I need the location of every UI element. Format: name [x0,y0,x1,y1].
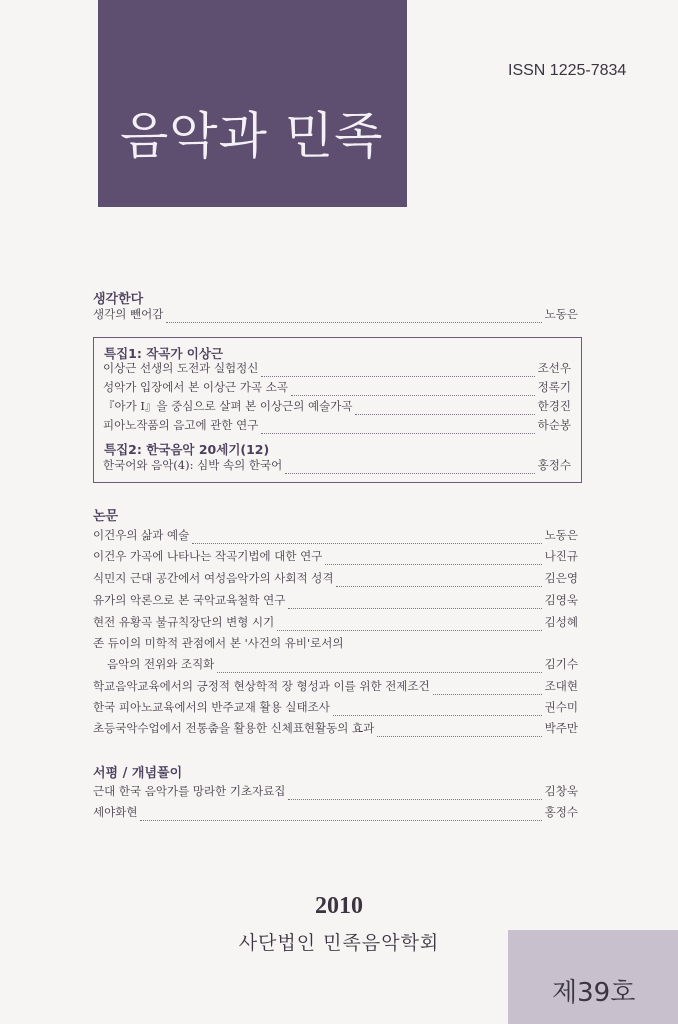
section-heading-reviews: 서평 / 개념풀이 [93,766,183,781]
toc-title: 근대 한국 음악가를 망라한 기초자료집 [93,784,286,798]
section-heading-papers: 논문 [93,509,119,524]
toc-entry [93,720,578,740]
toc-author: 박주만 [544,721,578,735]
toc-author: 김성혜 [544,615,578,629]
dot-leader [355,413,534,415]
title-block [98,0,407,207]
journal-title: 음악과 민족 [120,107,384,165]
toc-title: 식민지 근대 공간에서 여성음악가의 사회적 성격 [93,571,334,585]
toc-entry [93,570,578,590]
toc-title: 현전 유황곡 불규칙장단의 변형 시기 [93,615,275,629]
dot-leader [192,542,541,544]
toc-title: 생각의 뺀어감 [93,307,164,321]
toc-entry [93,635,578,655]
dot-leader [261,375,534,377]
section-heading-thinking: 생각한다 [93,292,144,307]
issue-block [508,930,678,1024]
toc-author: 나진규 [544,549,578,563]
toc-entry [103,457,571,477]
issn-number: ISSN 1225-7834 [508,62,627,79]
toc-entry [103,398,571,418]
toc-title: 이건우의 삶과 예술 [93,528,190,542]
toc-title: 음악의 전위와 조직화 [107,657,215,671]
section-heading-feature1: 특집1: 작곡가 이상근 [104,346,224,361]
toc-author: 조대현 [544,679,578,693]
section-heading-feature2: 특집2: 한국음악 20세기(12) [104,442,270,457]
dot-leader [140,819,541,821]
dot-leader [325,563,541,565]
toc-author: 하순봉 [537,418,571,432]
dot-leader [433,693,542,695]
dot-leader [166,321,541,323]
toc-title: 세야화현 [93,805,138,819]
toc-entry [93,783,578,803]
dot-leader [377,735,541,737]
issue-number: 제39호 [552,978,636,1008]
dot-leader [336,585,541,587]
toc-author: 정록기 [537,380,571,394]
toc-title: 한국 피아노교육에서의 반주교재 활용 실태조사 [93,700,330,714]
toc-author: 홍정수 [544,805,578,819]
toc-entry [103,379,571,399]
toc-entry [103,417,571,437]
dot-leader [333,714,542,716]
toc-author: 김은영 [544,571,578,585]
toc-author: 조선우 [537,361,571,375]
toc-title: 『아가 I』을 중심으로 살펴 본 이상근의 예술가곡 [103,399,353,413]
toc-entry [93,614,578,634]
toc-entry [93,527,578,547]
toc-author: 김기수 [544,657,578,671]
toc-author: 홍정수 [537,458,571,472]
toc-title: 피아노작품의 음고에 관한 연구 [103,418,259,432]
toc-author: 김영욱 [544,593,578,607]
publication-year: 2010 [315,893,363,919]
toc-title: 한국어와 음악(4): 심박 속의 한국어 [103,458,283,472]
toc-entry [93,548,578,568]
toc-entry [93,678,578,698]
toc-title: 학교음악교육에서의 긍정적 현상학적 장 형성과 이를 위한 전제조건 [93,679,430,693]
dot-leader [288,607,541,609]
toc-title: 초등국악수업에서 전통춤을 활용한 신체표현활동의 효과 [93,721,375,735]
toc-title: 이건우 가곡에 나타나는 작곡기법에 대한 연구 [93,549,323,563]
dot-leader [288,798,541,800]
toc-entry [107,656,578,676]
toc-author: 권수미 [544,700,578,714]
dot-leader [217,671,541,673]
toc-entry [93,804,578,824]
toc-entry [103,360,571,380]
dot-leader [291,394,535,396]
toc-entry [93,699,578,719]
toc-author: 노동은 [544,307,578,321]
toc-author: 김창욱 [544,784,578,798]
dot-leader [261,432,534,434]
toc-title: 이상근 선생의 도전과 실험정신 [103,361,259,375]
toc-title: 존 듀이의 미학적 관점에서 본 '사건의 유비'로서의 [93,636,344,650]
publisher-name: 사단법인 민족음악학회 [238,932,440,954]
toc-author: 노동은 [544,528,578,542]
toc-entry [93,306,578,326]
dot-leader [277,629,541,631]
toc-author: 한경진 [537,399,571,413]
dot-leader [285,472,534,474]
toc-entry [93,592,578,612]
toc-title: 성악가 입장에서 본 이상근 가곡 소곡 [103,380,288,394]
toc-title: 유가의 악론으로 본 국악교육철학 연구 [93,593,286,607]
